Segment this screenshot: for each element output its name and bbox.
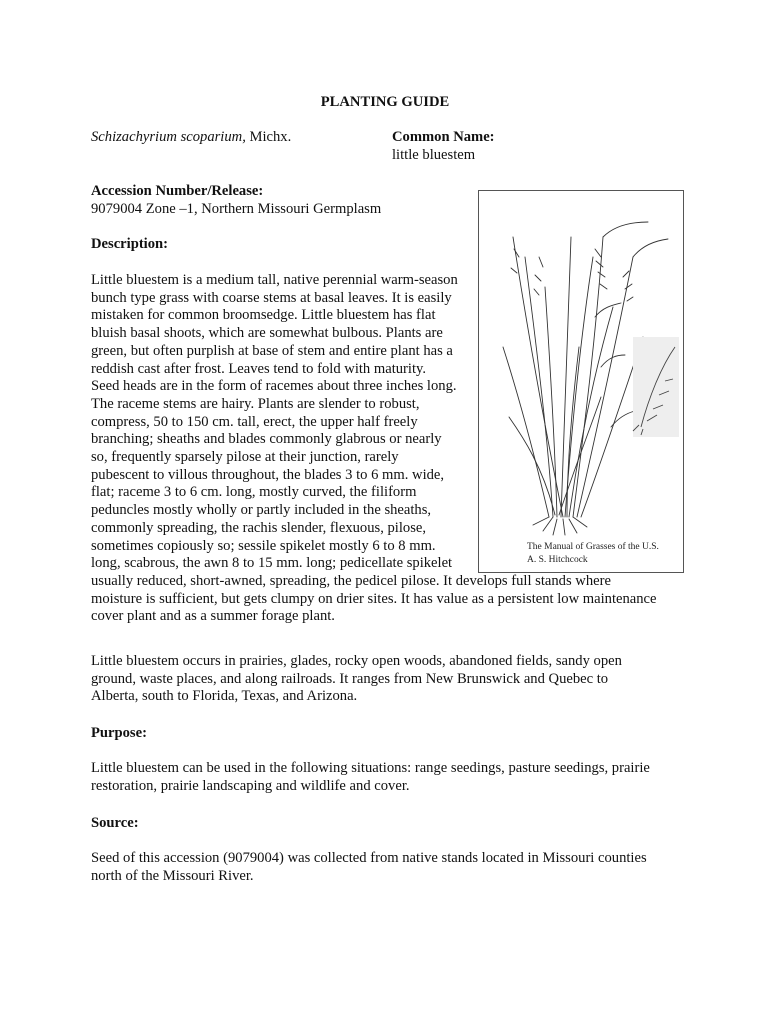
- source-heading: Source:: [91, 815, 139, 831]
- description-line: compress, 50 to 150 cm. tall, erect, the upper half freely: [91, 413, 418, 430]
- description-line: so, frequently sparsely pilose at their junction, rarely: [91, 449, 399, 466]
- description-line: mistaken for common broomsedge. Little bluestem has flat: [91, 307, 436, 324]
- description-line: long, scabrous, the awn 8 to 15 mm. long; pedicellate spikelet: [91, 555, 453, 572]
- distribution-line: ground, waste places, and along railroads. It ranges from New Brunswick and Quebec to: [91, 670, 609, 687]
- description-line: Seed heads are in the form of racemes about three inches long.: [91, 378, 457, 395]
- description-line: bunch type grass with coarse stems at basal leaves. It is easily: [91, 289, 452, 306]
- description-heading: Description:: [91, 236, 169, 252]
- species-authority: Michx.: [245, 129, 292, 145]
- description-line: branching; sheaths and blades commonly glabrous or nearly: [91, 431, 442, 448]
- description-line: moisture is sufficient, but gets clumpy on drier sites. It has value as a persistent low maintenance: [91, 590, 657, 607]
- caption-line: A. S. Hitchcock: [527, 555, 588, 565]
- accession-value: 9079004 Zone –1, Northern Missouri Germplasm: [91, 200, 382, 217]
- accession-label: Accession Number/Release:: [91, 183, 264, 199]
- purpose-heading: Purpose:: [91, 725, 147, 741]
- source-text: [91, 850, 691, 885]
- description-line: cover plant and as a summer forage plant.: [91, 608, 335, 625]
- distribution-line: Little bluestem occurs in prairies, glades, rocky open woods, abandoned fields, sandy open: [91, 653, 622, 669]
- description-line: Little bluestem is a medium tall, native perennial warm-season: [91, 272, 458, 288]
- description-line: green, but often purplish at base of stem and entire plant has a: [91, 342, 453, 359]
- source-line: north of the Missouri River.: [91, 867, 254, 884]
- description-line: usually reduced, short-awned, spreading, the pedicel pilose. It develops full stands where: [91, 572, 611, 589]
- description-line: reddish cast after frost. Leaves tend to fold with maturity.: [91, 360, 427, 377]
- description-line: pubescent to villous throughout, the blades 3 to 6 mm. wide,: [91, 466, 445, 483]
- purpose-text: [91, 760, 691, 795]
- scientific-name-line: [91, 129, 291, 147]
- figure-caption: [527, 541, 677, 567]
- description-line: The raceme stems are hairy. Plants are slender to robust,: [91, 395, 420, 412]
- purpose-line: restoration, prairie landscaping and wildlife and cover.: [91, 777, 410, 794]
- description-line: peduncles mostly wholly or partly included in the sheaths,: [91, 502, 432, 519]
- distribution-line: Alberta, south to Florida, Texas, and Arizona.: [91, 688, 358, 705]
- description-line: bluish basal shoots, which are somewhat bulbous. Plants are: [91, 325, 443, 342]
- purpose-line: Little bluestem can be used in the following situations: range seedings, pasture seedings, prairie: [91, 760, 650, 776]
- page-title: PLANTING GUIDE: [320, 94, 450, 110]
- little-bluestem-illustration: [483, 197, 681, 537]
- common-name-block: [392, 129, 495, 164]
- common-name-label: Common Name:: [392, 129, 495, 145]
- grass-illustration-figure: [478, 190, 684, 573]
- scientific-name: Schizachyrium scoparium,: [91, 129, 246, 145]
- source-line: Seed of this accession (9079004) was collected from native stands located in Missouri counties: [91, 850, 647, 866]
- description-line: sometimes copiously so; sessile spikelet mostly 6 to 8 mm.: [91, 537, 436, 554]
- common-name-value: little bluestem: [392, 146, 476, 163]
- description-line: commonly spreading, the rachis slender, flexuous, pilose,: [91, 519, 426, 536]
- caption-line: The Manual of Grasses of the U.S.: [527, 542, 659, 552]
- description-line: flat; raceme 3 to 6 cm. long, mostly curved, the filiform: [91, 484, 417, 501]
- accession-block: [91, 183, 381, 218]
- distribution-paragraph: [91, 653, 691, 706]
